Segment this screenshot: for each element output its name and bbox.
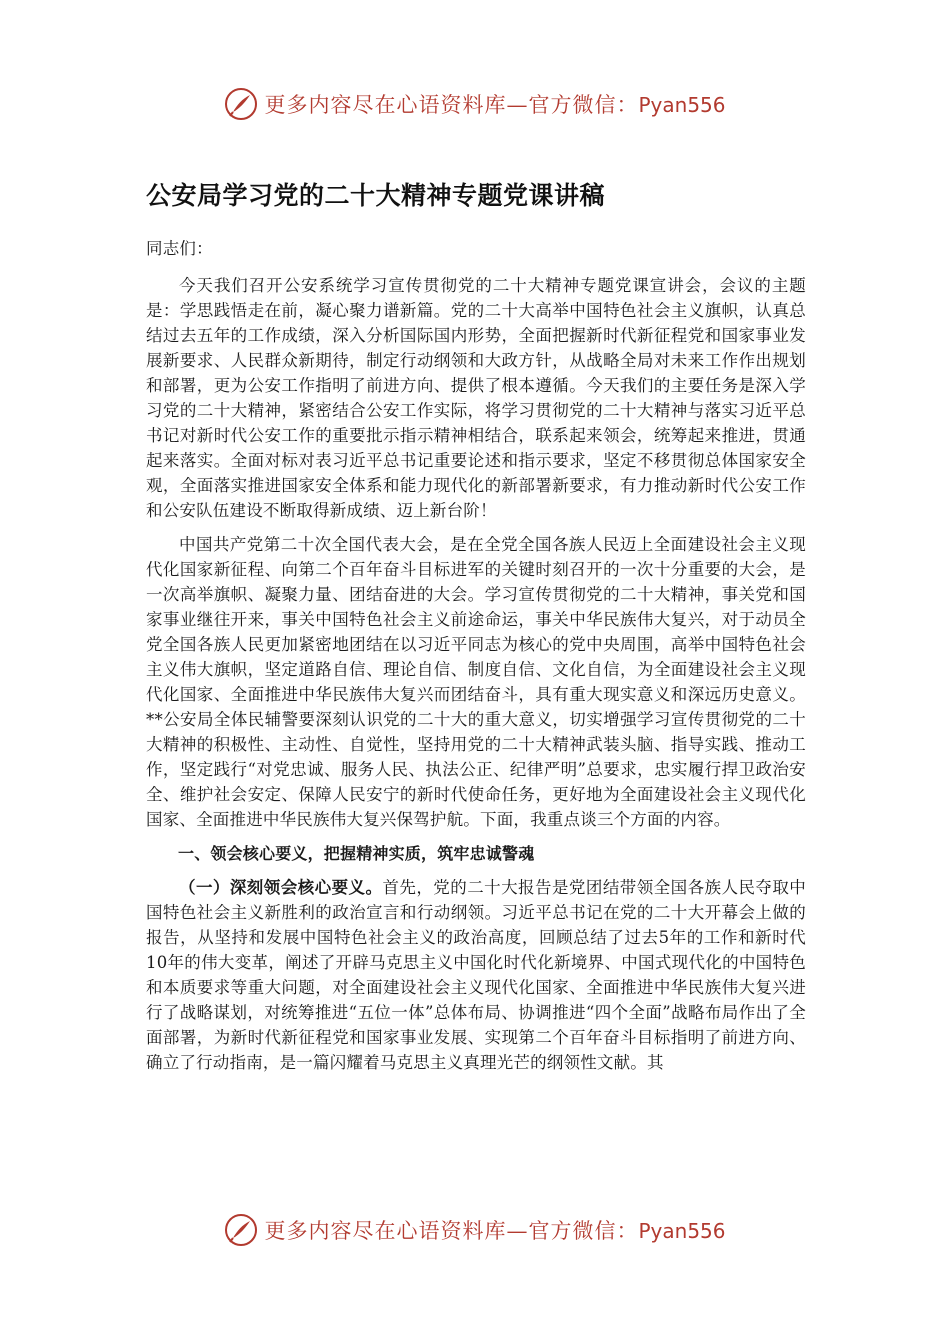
feather-pen-icon xyxy=(224,1213,258,1247)
salutation: 同志们： xyxy=(146,239,213,258)
subsection-lead: （一）深刻领会核心要义。 xyxy=(179,878,383,897)
document-title: 公安局学习党的二十大精神专题党课讲稿 xyxy=(146,181,606,210)
watermark-text: 更多内容尽在心语资料库—官方微信：Pyan556 xyxy=(264,1219,726,1243)
watermark-header xyxy=(0,82,950,126)
watermark-footer xyxy=(0,1208,950,1252)
watermark-text: 更多内容尽在心语资料库—官方微信：Pyan556 xyxy=(264,93,726,117)
subsection-paragraph xyxy=(146,875,806,1075)
feather-pen-icon xyxy=(224,87,258,121)
document-body xyxy=(146,176,806,1084)
subsection-text: 首先，党的二十大报告是党团结带领全国各族人民夺取中国特色社会主义新胜利的政治宣言和行动纲领。习近平总书记在党的二十大开幕会上做的报告，从坚持和发展中国特色社会主义的政治高度，回顾总结了过去5年的工作和新时代10年的伟大变革，阐述了开辟马克思主义中国化时代化新境界、中国式现代化的中国特色和本质要求等重大问题，对全面建设社会主义现代化国家、全面推进中华民族伟大复兴进行了战略谋划，对统筹推进“五位一体”总体布局、协调推进“四个全面”战略布局作出了全面部署，为新时代新征程党和国家事业发展、实现第二个百年奋斗目标指明了前进方向、确立了行动指南，是一篇闪耀着马克思主义真理光芒的纲领性文献。其 xyxy=(146,878,807,1072)
section-heading: 一、领会核心要义，把握精神实质，筑牢忠诚警魂 xyxy=(178,844,535,863)
paragraph: 中国共产党第二十次全国代表大会，是在全党全国各族人民迈上全面建设社会主义现代化国家新征程、向第二个百年奋斗目标进军的关键时刻召开的一次十分重要的大会，是一次高举旗帜、凝聚力量、团结奋进的大会。学习宣传贯彻党的二十大精神，事关党和国家事业继往开来，事关中国特色社会主义前途命运，事关中华民族伟大复兴，对于动员全党全国各族人民更加紧密地团结在以习近平同志为核心的党中央周围，高举中国特色社会主义伟大旗帜，坚定道路自信、理论自信、制度自信、文化自信，为全面建设社会主义现代化国家、全面推进中华民族伟大复兴而团结奋斗，具有重大现实意义和深远历史意义。**公安局全体民辅警要深刻认识党的二十大的重大意义，切实增强学习宣传贯彻党的二十大精神的积极性、主动性、自觉性，坚持用党的二十大精神武装头脑、指导实践、推动工作，坚定践行“对党忠诚、服务人民、执法公正、纪律严明”总要求，忠实履行捍卫政治安全、维护社会安定、保障人民安宁的新时代使命任务，更好地为全面建设社会主义现代化国家、全面推进中华民族伟大复兴保驾护航。下面，我重点谈三个方面的内容。 xyxy=(146,535,806,829)
paragraph: 今天我们召开公安系统学习宣传贯彻党的二十大精神专题党课宣讲会，会议的主题是：学思践悟走在前，凝心聚力谱新篇。党的二十大高举中国特色社会主义旗帜，认真总结过去五年的工作成绩，深入分析国际国内形势，全面把握新时代新征程党和国家事业发展新要求、人民群众新期待，制定行动纲领和大政方针，从战略全局对未来工作作出规划和部署，更为公安工作指明了前进方向、提供了根本遵循。今天我们的主要任务是深入学习党的二十大精神，紧密结合公安工作实际，将学习贯彻党的二十大精神与落实习近平总书记对新时代公安工作的重要批示指示精神相结合，联系起来领会，统筹起来推进，贯通起来落实。全面对标对表习近平总书记重要论述和指示要求，坚定不移贯彻总体国家安全观，全面落实推进国家安全体系和能力现代化的新部署新要求，有力推动新时代公安工作和公安队伍建设不断取得新成绩、迈上新台阶！ xyxy=(146,276,806,520)
